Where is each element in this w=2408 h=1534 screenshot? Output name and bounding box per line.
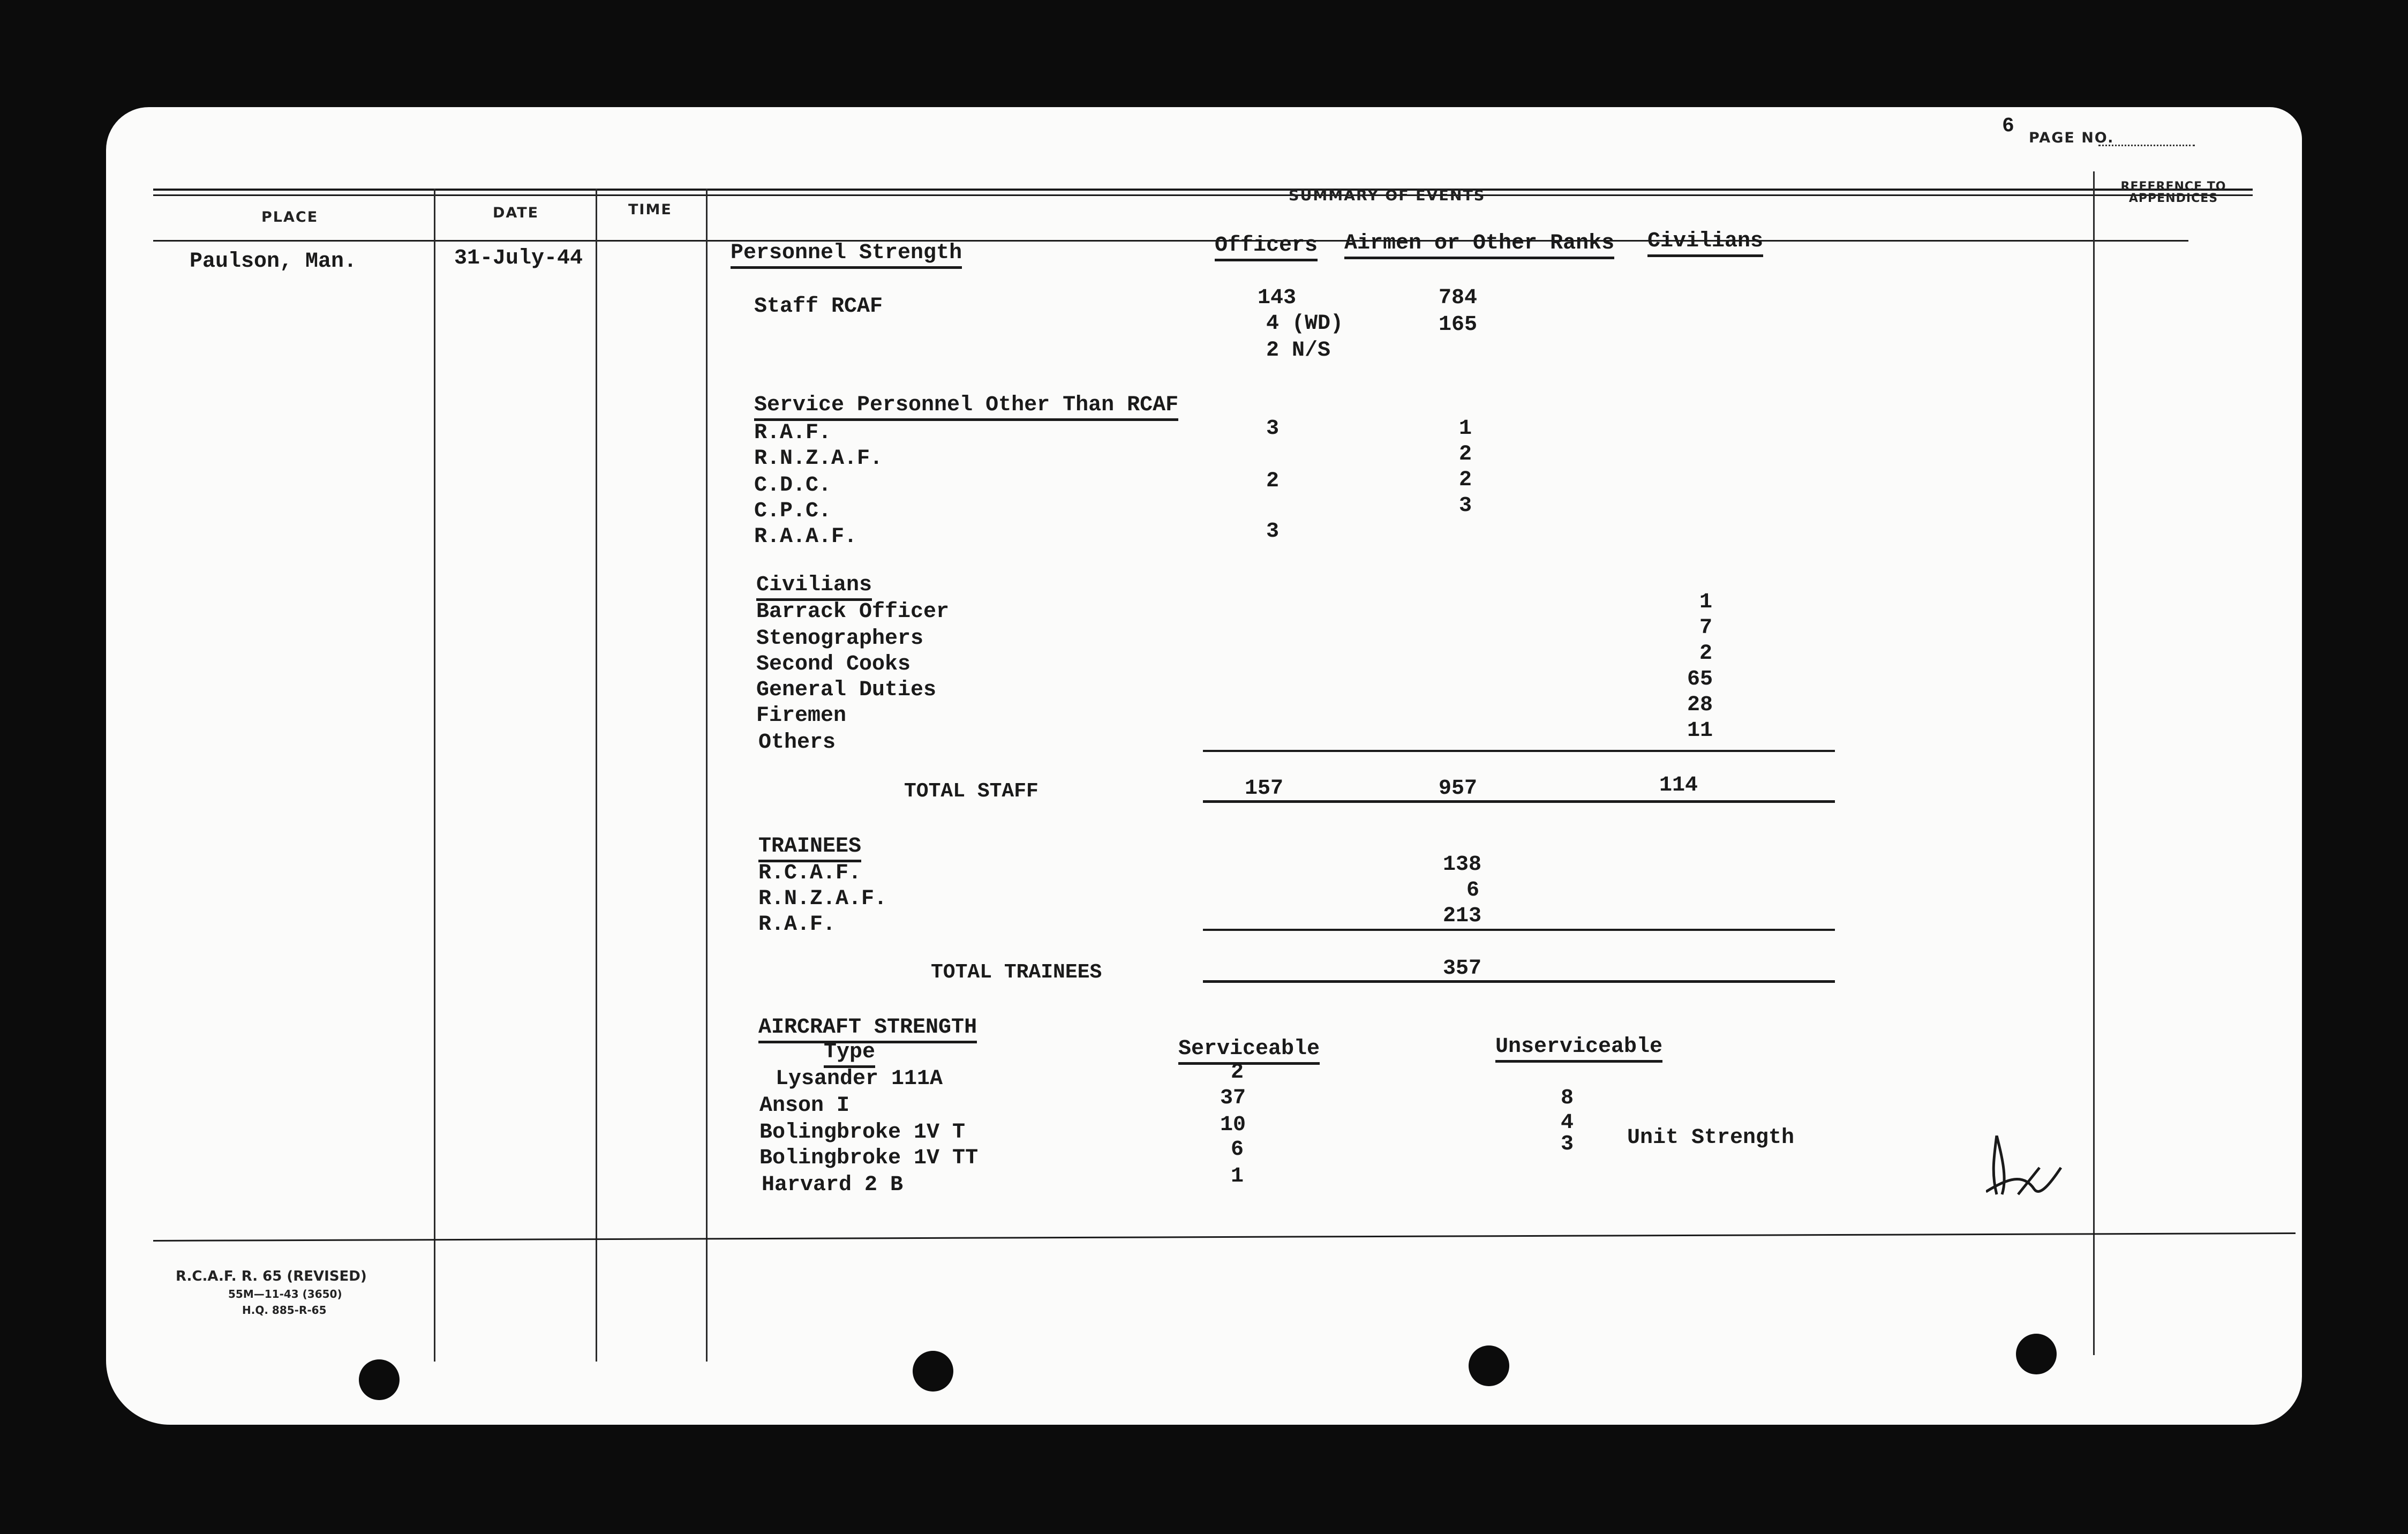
form-footer-line-1: R.C.A.F. R. 65 (REVISED) xyxy=(176,1268,367,1284)
civilian-row-value: 2 xyxy=(1699,642,1713,666)
staff-rcaf-airmen-2: 165 xyxy=(1439,313,1478,337)
civilians-title: Civilians xyxy=(756,573,872,601)
trainee-row-value: 213 xyxy=(1443,904,1482,928)
service-row-airmen: 2 xyxy=(1459,468,1472,492)
unit-strength-note: Unit Strength xyxy=(1627,1126,1795,1150)
service-row-airmen: 2 xyxy=(1459,442,1472,467)
total-staff-top-rule xyxy=(1203,750,1835,752)
staff-rcaf-officers-2: 4 (WD) xyxy=(1266,312,1344,336)
service-row-officers: 2 xyxy=(1266,469,1280,493)
service-row-officers: 3 xyxy=(1266,520,1280,544)
header-rule xyxy=(153,240,2188,242)
punch-hole xyxy=(913,1351,953,1392)
aircraft-row-unserviceable: 4 xyxy=(1561,1111,1574,1135)
trainees-title: TRAINEES xyxy=(758,834,861,862)
time-header: TIME xyxy=(628,201,672,218)
civilians-col-header: Civilians xyxy=(1647,229,1763,257)
total-staff-label: TOTAL STAFF xyxy=(904,780,1039,803)
page-no-dotted-line xyxy=(2098,145,2195,146)
staff-rcaf-label: Staff RCAF xyxy=(754,295,883,319)
civilian-row-label: General Duties xyxy=(756,678,937,702)
aircraft-row-type: Bolingbroke 1V TT xyxy=(759,1146,979,1170)
aircraft-row-unserviceable: 3 xyxy=(1561,1132,1574,1156)
trainee-row-label: R.A.F. xyxy=(758,913,836,937)
service-row-airmen: 1 xyxy=(1459,417,1472,441)
trainee-row-value: 6 xyxy=(1466,878,1480,903)
date-header: DATE xyxy=(493,205,539,221)
date-value: 31-July-44 xyxy=(454,246,583,270)
page-no-value: 6 xyxy=(2002,115,2014,138)
trainee-row-value: 138 xyxy=(1443,853,1482,877)
aircraft-strength-title: AIRCRAFT STRENGTH xyxy=(758,1016,977,1043)
top-rule xyxy=(153,189,2253,191)
civilian-row-label: Barrack Officer xyxy=(756,600,950,624)
form-footer-line-3: H.Q. 885-R-65 xyxy=(242,1304,327,1317)
civilian-row-value: 1 xyxy=(1699,590,1713,614)
aircraft-row-type: Anson I xyxy=(759,1094,850,1118)
civilian-row-value: 65 xyxy=(1687,667,1713,691)
form-sheet xyxy=(106,107,2302,1425)
signature-initials xyxy=(1986,1136,2066,1200)
col-line-time xyxy=(706,189,708,1362)
personnel-title: Personnel Strength xyxy=(731,241,962,269)
aircraft-row-serviceable: 10 xyxy=(1220,1113,1246,1137)
total-staff-civilians: 114 xyxy=(1659,773,1698,798)
punch-hole xyxy=(1469,1345,1509,1386)
civilian-row-value: 28 xyxy=(1687,693,1713,717)
civilian-row-value: 7 xyxy=(1699,616,1713,640)
civilian-row-label: Others xyxy=(758,731,836,755)
bottom-rule xyxy=(153,1232,2296,1242)
trainee-row-label: R.C.A.F. xyxy=(758,861,862,885)
aircraft-row-serviceable: 37 xyxy=(1220,1086,1246,1110)
aircraft-row-type: Harvard 2 B xyxy=(762,1173,904,1197)
civilian-row-label: Firemen xyxy=(756,704,847,728)
trainee-row-label: R.N.Z.A.F. xyxy=(758,887,887,911)
service-row-label: C.P.C. xyxy=(754,499,832,523)
reference-header: REFERENCE TO APPENDICES xyxy=(2120,180,2226,205)
total-trainees-top-rule xyxy=(1203,929,1835,931)
service-row-label: R.A.A.F. xyxy=(754,525,857,549)
col-line-summary xyxy=(2093,171,2095,1355)
service-row-label: R.A.F. xyxy=(754,421,832,445)
place-header: PLACE xyxy=(261,209,319,225)
civilian-row-value: 11 xyxy=(1687,719,1713,743)
airmen-col-header: Airmen or Other Ranks xyxy=(1344,231,1614,259)
total-staff-officers: 157 xyxy=(1245,777,1284,801)
serviceable-col-header: Serviceable xyxy=(1178,1037,1320,1065)
staff-rcaf-airmen-1: 784 xyxy=(1439,286,1478,310)
summary-header: SUMMARY OF EVENTS xyxy=(1289,187,1486,204)
total-trainees-label: TOTAL TRAINEES xyxy=(931,961,1102,984)
total-staff-bottom-rule xyxy=(1203,800,1835,803)
col-line-place xyxy=(434,189,435,1362)
service-row-label: C.D.C. xyxy=(754,473,832,498)
staff-rcaf-officers-1: 143 xyxy=(1258,286,1297,310)
unserviceable-col-header: Unserviceable xyxy=(1495,1035,1662,1063)
aircraft-row-serviceable: 2 xyxy=(1231,1061,1244,1085)
service-row-label: R.N.Z.A.F. xyxy=(754,447,883,471)
service-row-officers: 3 xyxy=(1266,417,1280,441)
aircraft-row-type: Lysander 111A xyxy=(776,1067,943,1091)
top-rule-2 xyxy=(153,194,2253,196)
total-trainees-bottom-rule xyxy=(1203,980,1835,983)
staff-rcaf-officers-3: 2 N/S xyxy=(1266,339,1331,363)
civilian-row-label: Second Cooks xyxy=(756,652,911,676)
punch-hole xyxy=(359,1359,400,1400)
total-staff-airmen: 957 xyxy=(1439,777,1478,801)
aircraft-row-unserviceable: 8 xyxy=(1561,1086,1574,1110)
service-row-airmen: 3 xyxy=(1459,494,1472,518)
page-no-label: PAGE NO. xyxy=(2029,130,2114,146)
aircraft-row-type: Bolingbroke 1V T xyxy=(759,1121,966,1145)
civilian-row-label: Stenographers xyxy=(756,627,924,651)
aircraft-row-serviceable: 1 xyxy=(1231,1164,1244,1189)
punch-hole xyxy=(2016,1334,2057,1374)
total-trainees-value: 357 xyxy=(1443,957,1482,981)
form-footer-line-2: 55M—11-43 (3650) xyxy=(228,1288,342,1300)
col-line-date xyxy=(596,189,597,1362)
service-personnel-title: Service Personnel Other Than RCAF xyxy=(754,393,1178,421)
officers-col-header: Officers xyxy=(1215,234,1318,261)
place-value: Paulson, Man. xyxy=(190,250,357,274)
aircraft-type-col-header: Type xyxy=(824,1040,875,1068)
aircraft-row-serviceable: 6 xyxy=(1231,1138,1244,1162)
